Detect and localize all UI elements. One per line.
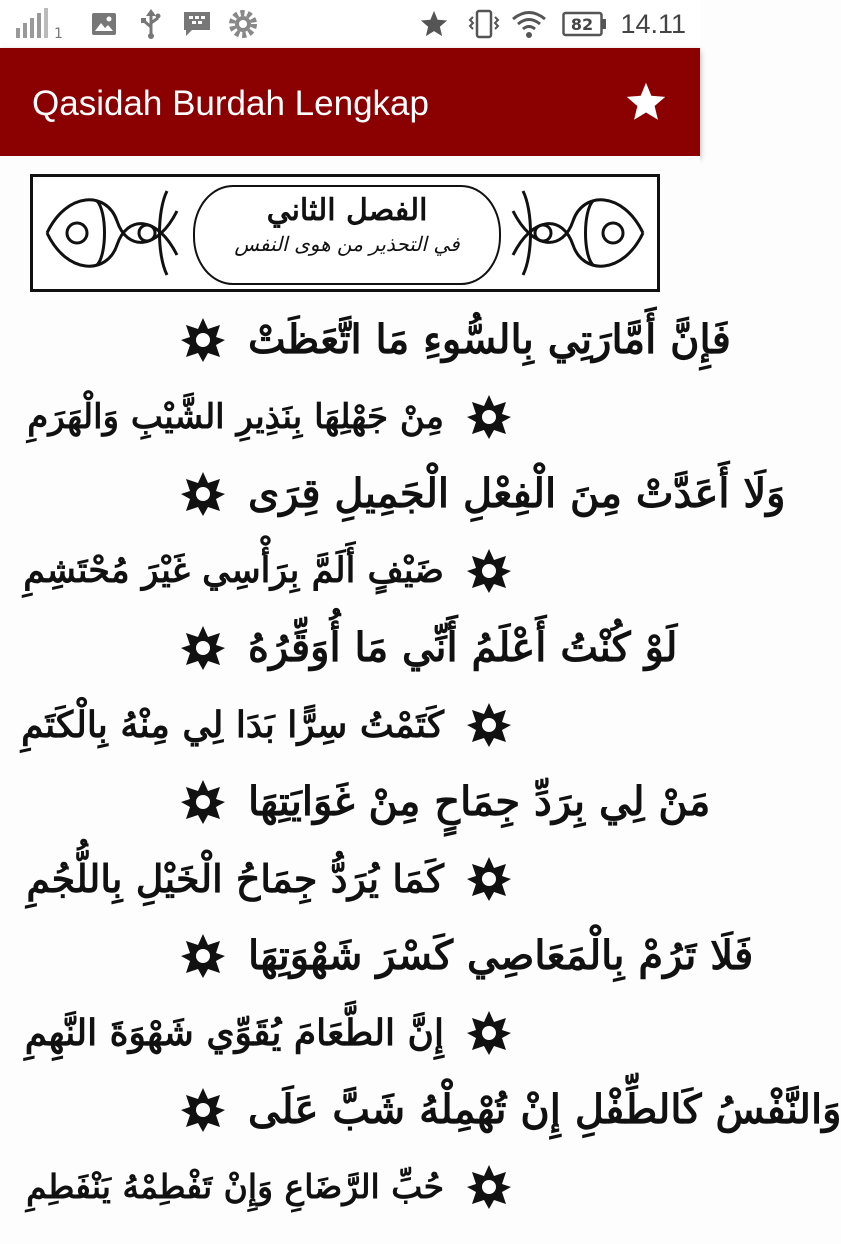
verse-line	[22, 1001, 512, 1065]
usb-icon	[138, 8, 164, 40]
app-title: Qasidah Burdah Lengkap	[32, 84, 429, 123]
verse-marker-icon	[466, 394, 512, 440]
star-icon	[418, 8, 450, 40]
verse-text: ضَيْفٍ أَلَمَّ بِرَأْسِي غَيْرَ مُحْتَشِمِ	[23, 550, 444, 591]
verse-marker-icon	[180, 779, 226, 825]
verse-marker-icon	[180, 471, 226, 517]
wifi-icon	[510, 8, 548, 40]
ornament-left-icon	[37, 181, 187, 285]
ornament-right-icon	[503, 181, 653, 285]
verse-text: مَنْ لِي بِرَدِّ جِمَاحٍ مِنْ غَوَايَتِهَا	[248, 778, 711, 825]
favorite-button[interactable]	[624, 80, 668, 124]
verse-line	[180, 770, 711, 834]
settings-icon	[226, 8, 260, 40]
verse-marker-icon	[466, 548, 512, 594]
app-bar	[0, 48, 700, 156]
verse-marker-icon	[466, 856, 512, 902]
verse-marker-icon	[466, 702, 512, 748]
bbm-icon	[182, 8, 212, 40]
verse-text: كَتَمْتُ سِرًّا بَدَا لِي مِنْهُ بِالْكَتَمِ	[21, 704, 444, 746]
verse-text: مِنْ جَهْلِهَا بِنَذِيرِ الشَّيْبِ وَالْهَرَمِ	[27, 397, 444, 437]
verse-text: إِنَّ الطَّعَامَ يُقَوِّي شَهْوَةَ النَّهِمِ	[24, 1012, 444, 1054]
verse-marker-icon	[466, 1164, 512, 1210]
chapter-title: الفصل الثاني	[266, 193, 428, 228]
verse-text: فَإِنَّ أَمَّارَتِي بِالسُّوءِ مَا اتَّعَظَتْ	[248, 316, 731, 363]
vibrate-icon	[466, 8, 502, 40]
verse-text: وَلَا أَعَدَّتْ مِنَ الْفِعْلِ الْجَمِيلِ قِرَى	[248, 470, 786, 517]
battery-icon	[562, 8, 608, 40]
signal-icon	[14, 8, 58, 40]
battery-level: 82	[570, 14, 594, 34]
verse-marker-icon	[466, 1010, 512, 1056]
header-cartouche	[193, 185, 501, 285]
chapter-header	[30, 174, 660, 292]
status-time: 14.11	[620, 9, 686, 39]
image-icon	[90, 8, 118, 40]
verse-line	[180, 462, 786, 526]
verse-text: لَوْ كُنْتُ أَعْلَمُ أَنِّي مَا أُوَقِّرُهُ	[248, 624, 678, 671]
verse-line	[180, 308, 731, 372]
verse-text: حُبِّ الرَّضَاعِ وَإِنْ تَفْطِمْهُ يَنْفَطِمِ	[26, 1167, 444, 1206]
verse-line	[22, 847, 512, 911]
verse-marker-icon	[180, 317, 226, 363]
verse-marker-icon	[180, 625, 226, 671]
verse-line	[22, 1155, 512, 1219]
verse-marker-icon	[180, 933, 226, 979]
chapter-subtitle: في التحذير من هوى النفس	[234, 232, 460, 256]
content-page[interactable]	[0, 156, 841, 1244]
verse-marker-icon	[180, 1087, 226, 1133]
verse-text: كَمَا يُرَدُّ جِمَاحُ الْخَيْلِ بِاللُّجُمِ	[26, 856, 444, 901]
verse-text: وَالنَّفْسُ كَالطِّفْلِ إِنْ تُهْمِلْهُ شَبَّ عَلَى	[248, 1086, 841, 1133]
sim-slot-label: 1	[54, 26, 63, 42]
verse-line	[22, 539, 512, 603]
verse-line	[180, 924, 754, 988]
verse-line	[22, 385, 512, 449]
verse-line	[22, 693, 512, 757]
verse-line	[180, 1078, 841, 1142]
verse-line	[180, 616, 678, 680]
verse-text: فَلَا تَرُمْ بِالْمَعَاصِي كَسْرَ شَهْوَتِهَا	[248, 932, 754, 979]
status-bar	[0, 0, 700, 48]
star-icon	[624, 80, 668, 124]
